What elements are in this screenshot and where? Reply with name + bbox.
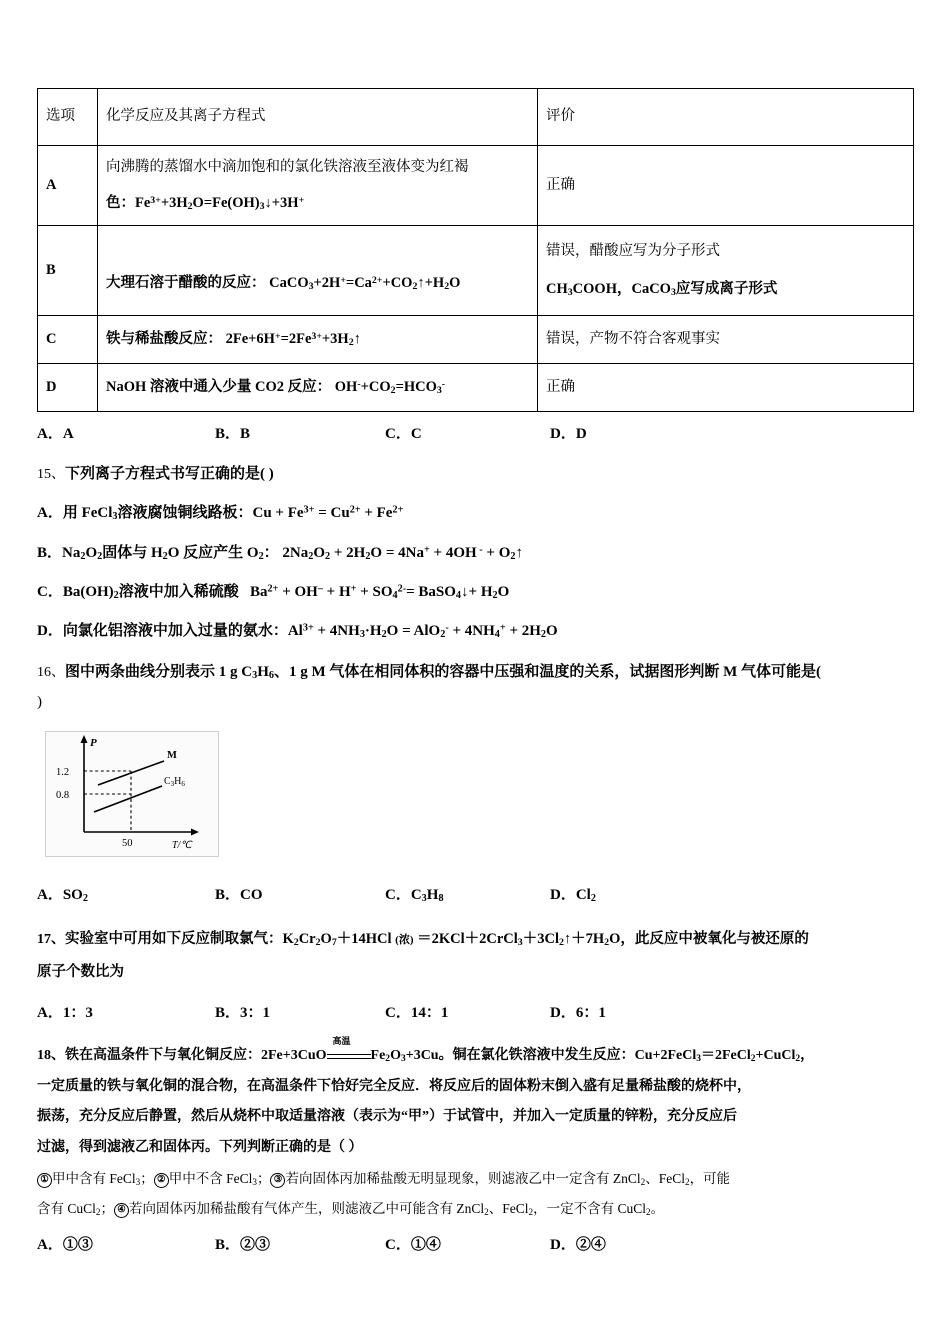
table-header-row	[38, 89, 914, 146]
q17-equation: $K_2Cr_2O_7+14HCl$ (浓) $=2KCl+2CrCl_3+3Cl_2↑+7H_2O$，	[282, 930, 635, 948]
question-17-stem-line1	[37, 925, 913, 954]
row-reaction-a	[98, 146, 538, 226]
q15-choice-d[interactable]: D．向氯化铝溶液中加入过量的氨水：$Al^{3+} + 4NH_3\cdot H_2O = AlO_2^- + 4NH_4^+ + 2H_2O$	[37, 622, 558, 641]
pressure-temperature-chart	[46, 732, 216, 854]
q18-choice-d[interactable]: D．②④	[550, 1237, 606, 1254]
table-answer-b[interactable]: B．B	[215, 426, 251, 442]
row-evaluation-d: 正确	[538, 364, 914, 412]
q17-choice-b[interactable]: B．3：1	[215, 1004, 271, 1021]
question-15-stem	[37, 460, 913, 489]
row-a-equation-line	[106, 191, 529, 216]
row-b-prefix: 大理石溶于醋酸的反应：	[106, 274, 266, 291]
question-18-statements-line1: ① 甲中含有 FeCl$_3$； ② 甲中不含 FeCl$_3$； ③ 若向固体丙加稀盐酸无明显现象，则滤液乙中一定含有 ZnCl$_2$、FeCl$_2$，可能	[37, 1164, 913, 1194]
chart-series-c3h6-line	[94, 786, 162, 812]
question-17-number: 17、	[37, 931, 65, 947]
chart-xlabel: T/℃	[172, 839, 192, 851]
chart-ytick-0_8: 0.8	[56, 789, 70, 801]
statement-marker-4: ④	[114, 1203, 129, 1218]
table-row	[38, 316, 914, 364]
q16-choice-a[interactable]: A．$SO_2$	[37, 886, 88, 904]
table-row	[38, 146, 914, 226]
page-content	[37, 88, 913, 1259]
q18-choice-a[interactable]: A．①③	[37, 1237, 93, 1254]
question-16-text-line1: 图中两条曲线分别表示 1 g $C_3H_6$、1 g M 气体在相同体积的容器中压强和温度的关系，试据图形判断 M 气体可能是(	[65, 664, 822, 682]
chart-ylabel: P	[90, 736, 97, 749]
question-16-text-line2: )	[37, 693, 42, 710]
q17-answer-options	[37, 1001, 913, 1027]
row-c-prefix: 铁与稀盐酸反应：	[106, 330, 222, 347]
q17-choice-d[interactable]: D．6：1	[550, 1004, 606, 1021]
row-option-c: C	[38, 316, 98, 364]
q15-choice-b[interactable]: B．$Na_2O_2$固体与 $H_2O$ 反应产生 $O_2$： $2Na_2O_2 + 2H_2O = 4Na^+ + 4OH$ $^- + O_2↑$	[37, 544, 523, 562]
row-evaluation-c: 错误，产物不符合客观事实	[538, 316, 914, 364]
row-a-prefix: 色：	[106, 194, 135, 211]
row-reaction-c	[98, 316, 538, 364]
question-18-stem-line3: 振荡，充分反应后静置，然后从烧杯中取适量溶液（表示为“甲”）于试管中，并加入一定质量的锌粉，充分反应后	[37, 1109, 737, 1125]
q16-figure	[45, 731, 219, 857]
question-15-text: 下列离子方程式书写正确的是( )	[65, 466, 274, 482]
table-row	[38, 226, 914, 316]
row-b-equation-line	[106, 271, 529, 296]
row-d-formula: $OH^-+CO_2=HCO_3^-$	[331, 378, 446, 396]
statement-marker-1: ①	[37, 1173, 52, 1188]
evaluation-table	[37, 88, 914, 412]
row-evaluation-b	[538, 226, 914, 316]
table-header-evaluation: 评价	[538, 89, 914, 146]
statement-marker-2: ②	[154, 1173, 169, 1188]
table-header-option: 选项	[38, 89, 98, 146]
row-option-d: D	[38, 364, 98, 412]
chart-y-axis-arrow	[81, 735, 88, 743]
row-evaluation-a: 正确	[538, 146, 914, 226]
q17-prefix: 实验室中可用如下反应制取氯气：	[65, 930, 283, 947]
q18-equation-2: Cu+2FeCl$_3$＝2FeCl$_2$+CuCl$_2$，	[634, 1047, 815, 1064]
row-option-b: B	[38, 226, 98, 316]
table-header-reaction: 化学反应及其离子方程式	[98, 89, 538, 146]
row-option-a: A	[38, 146, 98, 226]
question-18-stem-line2: 一定质量的铁与氧化铜的混合物，在高温条件下恰好完全反应．将反应后的固体粉末倒入盛有足量稀盐酸的烧杯中，	[37, 1078, 751, 1094]
chart-ytick-1_2: 1.2	[56, 766, 70, 778]
row-a-reaction-text: 向沸腾的蒸馏水中滴加饱和的氯化铁溶液至液体变为红褐	[106, 159, 469, 176]
table-row	[38, 364, 914, 412]
q18-equation-1: 2Fe+3CuO 高温 $Fe_2O_3+3Cu$。	[261, 1035, 453, 1064]
row-d-prefix: NaOH 溶液中通入少量 CO2 反应：	[106, 378, 332, 395]
row-b-eval-line2: $CH_3COOH$，CaCO$_3$应写成离子形式	[546, 280, 778, 298]
q16-choice-c[interactable]: C．$C_3H_8$	[385, 886, 444, 904]
q17-suffix: 此反应中被氧化与被还原的	[634, 930, 809, 947]
q18-choice-c[interactable]: C．①④	[385, 1237, 441, 1254]
q18-line1-b: 铜在氯化铁溶液中发生反应：	[452, 1047, 635, 1063]
question-15-number: 15、	[37, 467, 65, 482]
row-c-formula: $2Fe+6H^+=2Fe^{3+}+3H_2↑$	[222, 330, 361, 348]
question-16-stem	[37, 658, 913, 687]
q15-choice-a[interactable]: A．用 FeCl$_3$溶液腐蚀铜线路板：$Cu + Fe^{3+} = Cu^{2+} + Fe^{2+}$	[37, 504, 404, 523]
q16-answer-options	[37, 883, 913, 909]
chart-series-m-line	[98, 761, 164, 785]
chart-series-m-label: M	[167, 749, 177, 761]
q17-choice-c[interactable]: C．14：1	[385, 1004, 449, 1021]
table-answer-d[interactable]: D．D	[550, 426, 587, 442]
q18-answer-options	[37, 1233, 913, 1259]
q17-choice-a[interactable]: A．1：3	[37, 1004, 93, 1021]
row-a-formula: $Fe^{3+}+3H_2O=Fe(OH)_3↓+3H^+$	[135, 194, 305, 212]
q18-line1-a: 铁在高温条件下与氧化铜反应：	[65, 1047, 261, 1063]
question-18-stem-line1	[37, 1035, 913, 1072]
row-b-formula: $CaCO_3+2H^+=Ca^{2+}+CO_2↑+H_2O$	[265, 274, 461, 292]
q18-choice-b[interactable]: B．②③	[215, 1237, 271, 1254]
q15-choice-c[interactable]: C．$Ba(OH)_2$溶液中加入稀硫酸 $Ba^{2+} + OH^- + H^+ + SO_4^{2-}=$ BaSO$_4$↓+ $H_2O$	[37, 583, 510, 601]
question-17-stem-line2: 原子个数比为	[37, 963, 124, 980]
arrow-label: 高温	[332, 1035, 351, 1046]
table-answer-options	[37, 422, 913, 448]
row-reaction-d	[98, 364, 538, 412]
row-reaction-b	[98, 226, 538, 316]
q16-choice-b[interactable]: B．CO	[215, 886, 263, 903]
q16-choice-d[interactable]: D．$Cl_2$	[550, 886, 596, 904]
table-answer-a[interactable]: A．A	[37, 426, 74, 442]
question-18-statements-line2: 含有 CuCl$_2$； ④ 若向固体丙加稀盐酸有气体产生，则滤液乙中可能含有 ZnCl$_2$、FeCl$_2$，一定不含有 CuCl$_2$。	[37, 1200, 665, 1217]
question-16-number: 16、	[37, 665, 65, 681]
question-18-number: 18、	[37, 1047, 65, 1063]
statement-marker-3: ③	[270, 1173, 285, 1188]
question-18-stem-line4: 过滤，得到滤液乙和固体丙。下列判断正确的是（ ）	[37, 1140, 363, 1156]
chart-x-axis-arrow	[191, 828, 199, 835]
row-b-eval-line1: 错误，醋酸应写为分子形式	[546, 243, 720, 260]
high-temperature-arrow-icon	[327, 1035, 371, 1064]
chart-xtick-50: 50	[122, 837, 133, 849]
table-answer-c[interactable]: C．C	[385, 426, 422, 442]
chart-series-c3h6-label: $C_3H_6$	[164, 775, 185, 788]
